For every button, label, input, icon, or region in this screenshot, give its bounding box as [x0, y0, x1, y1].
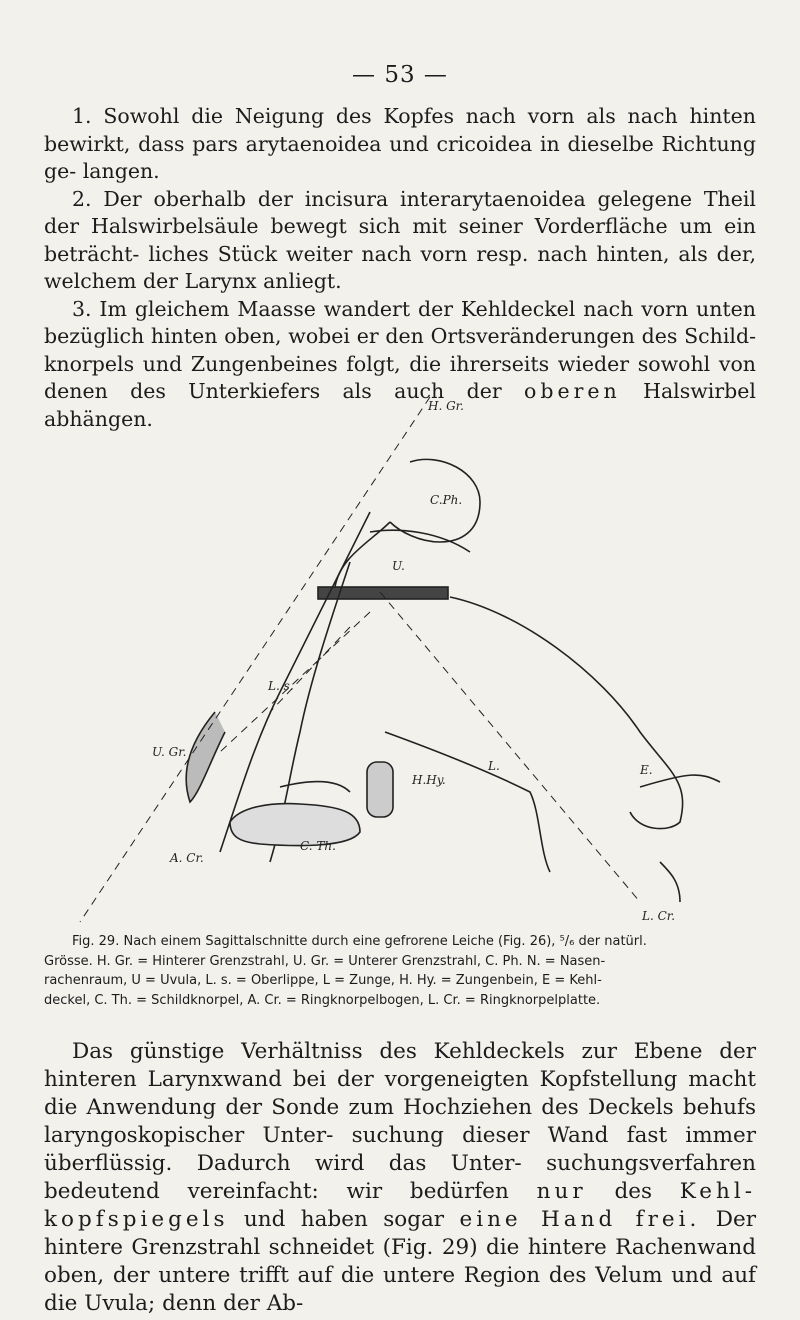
caption-line-3: rachenraum, U = Uvula, L. s. = Oberlippe, L = Zunge, H. Hy. = Zungenbein, E = Kehl-	[44, 973, 602, 988]
p3-line-3: knorpels und Zungenbeines folgt, die ihrerseits wieder sowohl von denen	[44, 351, 756, 403]
cricoid-arch	[280, 782, 350, 792]
label-cth: C. Th.	[300, 839, 336, 853]
inferior-ray	[380, 592, 640, 902]
paragraph-4	[44, 1038, 756, 1318]
label-ls: L. s.	[268, 679, 294, 693]
bottom-text-block	[44, 1038, 756, 1318]
label-u: U.	[392, 559, 405, 573]
p4-spaced-nur: nur	[536, 1179, 587, 1204]
label-e: E.	[640, 763, 653, 777]
lower-lip	[660, 862, 680, 902]
tongue-base	[385, 732, 550, 872]
figure-29	[40, 392, 760, 932]
caption-line-2: Grösse. H. Gr. = Hinterer Grenzstrahl, U. Gr. = Unterer Grenzstrahl, C. Ph. N. = Nasen-	[44, 953, 606, 969]
p4-spaced-kehl: Kehl-	[679, 1179, 756, 1204]
label-hhy: H.Hy.	[412, 773, 446, 787]
p4-line-5-start: suchungsverfahren bedeutend vereinfacht: wir bedürfen	[44, 1151, 756, 1204]
palate-line	[370, 530, 470, 552]
ray-inner-1	[220, 612, 370, 752]
hard-palate	[318, 587, 448, 599]
ray-inner-2	[270, 627, 350, 712]
label-cph: C.Ph.	[430, 493, 463, 507]
p1-line-3: langen.	[82, 159, 160, 183]
p4-line-7: Grenzstrahl schneidet (Fig. 29) die hintere Rachenwand oben, der untere	[44, 1235, 756, 1288]
p2-line-4: Larynx anliegt.	[184, 269, 342, 293]
figure-caption	[44, 932, 756, 1010]
p4-line-4: suchung dieser Wand fast immer überflüssig. Dadurch wird das Unter-	[44, 1123, 756, 1176]
label-l: L.	[488, 759, 500, 773]
tongue-outline	[450, 597, 683, 829]
p4-line-1: Das günstige Verhältniss des Kehldeckels zur Ebene der hinteren	[44, 1039, 756, 1092]
label-acr: A. Cr.	[170, 851, 204, 865]
paragraph-2	[44, 186, 756, 296]
label-lcr: L. Cr.	[642, 909, 676, 923]
p4-line-3: der Sonde zum Hochziehen des Deckels behufs laryngoskopischer Unter-	[44, 1095, 757, 1148]
label-hgr: H. Gr.	[428, 399, 464, 413]
p4-line-6-mid: und haben sogar	[228, 1207, 460, 1232]
sagittal-section-drawing	[40, 392, 760, 932]
p3-line-2: bezüglich hinten oben, wobei er den Ortsveränderungen des Schild-	[44, 324, 756, 348]
label-ugr: U. Gr.	[152, 745, 187, 759]
page-number: — 53 —	[352, 62, 448, 88]
top-text-block	[44, 103, 756, 433]
p1-line-2: bewirkt, dass pars arytaenoidea und cricoidea in dieselbe Richtung ge-	[44, 131, 756, 183]
p3-line-4-end: Halswirbel abhängen.	[44, 379, 756, 431]
p4-spaced-hand: eine Hand frei.	[459, 1207, 701, 1232]
paragraph-1	[44, 103, 756, 186]
p4-line-6-end: Der hintere	[44, 1207, 756, 1260]
p4-line-8: trifft auf die untere Region des Velum und auf die Uvula; denn der Ab-	[44, 1263, 756, 1316]
p4-line-5-mid: des	[586, 1179, 680, 1204]
p2-line-2: Halswirbelsäule bewegt sich mit seiner Vorderfläche um ein beträcht-	[44, 214, 756, 266]
thyroid-cartilage	[230, 804, 360, 846]
soft-palate-top	[335, 522, 390, 587]
p4-spaced-kopfspiegels: kopfspiegels	[44, 1207, 229, 1232]
p2-line-3: liches Stück weiter nach vorn resp. nach hinten, als der, welchem der	[44, 241, 756, 293]
p4-line-2: Larynxwand bei der vorgeneigten Kopfstellung macht die Anwendung	[44, 1067, 756, 1120]
epiglottis	[186, 712, 225, 802]
p1-line-1: 1. Sowohl die Neigung des Kopfes nach vorn als nach hinten	[72, 104, 756, 128]
p2-line-1: 2. Der oberhalb der incisura interarytaenoidea gelegene Theil der	[44, 186, 756, 238]
caption-line-1: Fig. 29. Nach einem Sagittalschnitte durch eine gefrorene Leiche (Fig. 26), ⁵/₆ der natürl.	[72, 934, 647, 949]
p3-line-4-start: des Unterkiefers als auch der	[130, 379, 524, 403]
hyoid	[367, 762, 393, 817]
caption-line-4: deckel, C. Th. = Schildknorpel, A. Cr. = Ringknorpelbogen, L. Cr. = Ringknorpelplatte.	[44, 992, 601, 1008]
p3-spaced-word: oberen	[523, 379, 621, 403]
p3-line-1: 3. Im gleichem Maasse wandert der Kehldeckel nach vorn unten	[72, 296, 756, 321]
